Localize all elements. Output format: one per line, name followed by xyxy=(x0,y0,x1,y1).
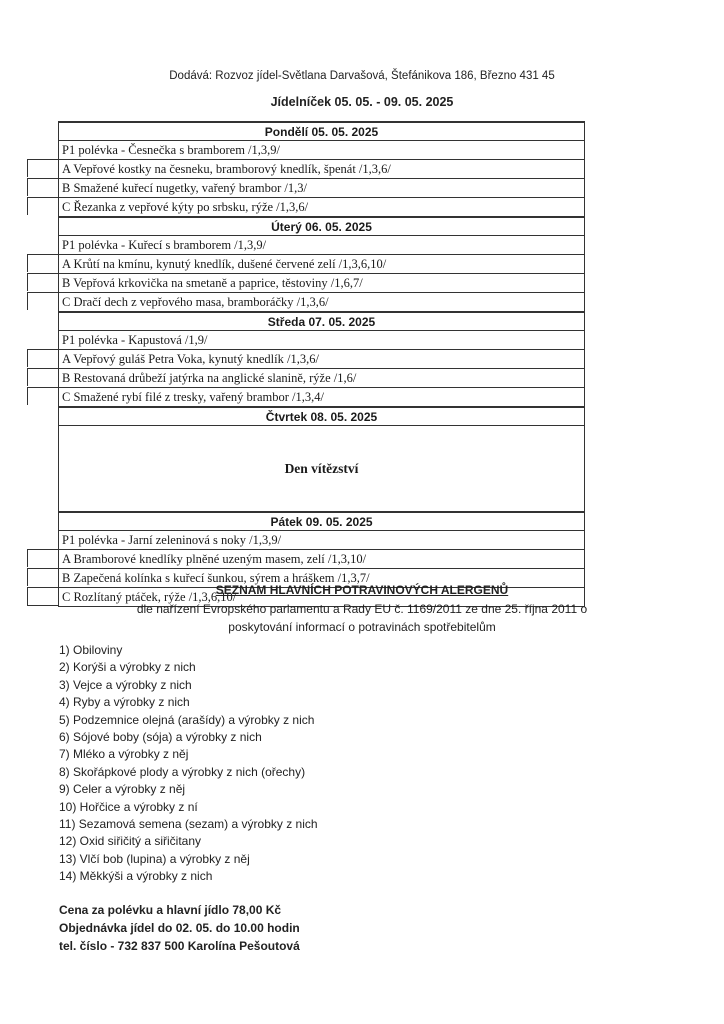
meal-label: C Rozlítaný ptáček, rýže /1,3,6,10/ xyxy=(58,587,585,607)
order-checkbox[interactable] xyxy=(27,292,59,310)
allergen-item: 4) Ryby a výrobky z nich xyxy=(59,695,190,710)
day-heading-monday xyxy=(27,121,584,140)
allergen-item: 5) Podzemnice olejná (arašídy) a výrobky z nich xyxy=(59,712,315,727)
allergen-item: 7) Mléko a výrobky z něj xyxy=(59,747,189,762)
soup-row xyxy=(27,530,584,549)
meal-row xyxy=(27,292,584,311)
allergen-item: 11) Sezamová semena (sezam) a výrobky z nich xyxy=(59,817,318,832)
order-checkbox[interactable] xyxy=(27,549,59,567)
day-heading-label: Pátek 09. 05. 2025 xyxy=(58,511,585,531)
order-checkbox[interactable] xyxy=(27,254,59,272)
holiday-row xyxy=(27,425,584,511)
meal-row xyxy=(27,159,584,178)
meal-row xyxy=(27,254,584,273)
day-heading-tuesday xyxy=(27,216,584,235)
menu-title: Jídelníček 05. 05. - 09. 05. 2025 xyxy=(270,95,454,109)
soup-label: P1 polévka - Kuřecí s bramborem /1,3,9/ xyxy=(58,235,585,254)
meal-label: C Řezanka z vepřové kýty po srbsku, rýže /1,3,6/ xyxy=(58,197,585,216)
day-heading-label: Úterý 06. 05. 2025 xyxy=(58,216,585,236)
meal-label: B Zapečená kolínka s kuřecí šunkou, sýrem a hráškem /1,3,7/ xyxy=(58,568,585,587)
order-checkbox[interactable] xyxy=(27,387,59,405)
allergen-item: 1) Obiloviny xyxy=(59,643,123,657)
soup-label: P1 polévka - Jarní zeleninová s noky /1,3,9/ xyxy=(58,530,585,549)
allergen-list xyxy=(59,642,318,886)
allergen-subtitle-line-1: dle nařízení Evropského parlamentu a Rady EU č. 1169/2011 ze dne 25. října 2011 o xyxy=(136,602,588,616)
allergen-subtitle xyxy=(0,600,724,636)
meal-row xyxy=(27,349,584,368)
meal-label: B Vepřová krkovička na smetaně a paprice, těstoviny /1,6,7/ xyxy=(58,273,585,292)
order-checkbox[interactable] xyxy=(27,273,59,291)
meal-label: C Smažené rybí filé z tresky, vařený brambor /1,3,4/ xyxy=(58,387,585,406)
order-checkbox[interactable] xyxy=(27,349,59,367)
allergen-subtitle-line-2: poskytování informací o potravinách spotřebitelům xyxy=(228,620,496,634)
allergen-title: SEZNAM HLAVNÍCH POTRAVINOVÝCH ALERGENŮ xyxy=(215,583,509,597)
meal-label: A Vepřové kostky na česneku, bramborový knedlík, špenát /1,3,6/ xyxy=(58,159,585,178)
allergen-item: 10) Hořčice a výrobky z ní xyxy=(59,799,198,814)
order-checkbox[interactable] xyxy=(27,197,59,215)
day-heading-label: Pondělí 05. 05. 2025 xyxy=(58,121,585,141)
meal-row xyxy=(27,273,584,292)
meal-row xyxy=(27,368,584,387)
meal-label: C Dračí dech z vepřového masa, bramboráčky /1,3,6/ xyxy=(58,292,585,311)
order-checkbox[interactable] xyxy=(27,159,59,177)
meal-label: A Krůtí na kmínu, kynutý knedlík, dušené červené zelí /1,3,6,10/ xyxy=(58,254,585,273)
meal-row xyxy=(27,178,584,197)
allergen-item: 8) Skořápkové plody a výrobky z nich (ořechy) xyxy=(59,764,306,779)
price-line: Cena za polévku a hlavní jídlo 78,00 Kč xyxy=(59,903,282,917)
supplier-line: Dodává: Rozvoz jídel-Světlana Darvašová, Štefánikova 186, Březno 431 45 xyxy=(169,70,555,82)
day-heading-label: Středa 07. 05. 2025 xyxy=(58,311,585,331)
meal-row xyxy=(27,387,584,406)
allergen-item: 12) Oxid siřičitý a siřičitany xyxy=(59,834,202,849)
soup-row xyxy=(27,140,584,159)
meal-label: B Restovaná drůbeží jatýrka na anglické slanině, rýže /1,6/ xyxy=(58,368,585,387)
order-deadline-line: Objednávka jídel do 02. 05. do 10.00 hodin xyxy=(59,921,300,935)
soup-row xyxy=(27,235,584,254)
weekly-menu-table xyxy=(27,121,584,606)
day-heading-wednesday xyxy=(27,311,584,330)
meal-label: B Smažené kuřecí nugetky, vařený brambor /1,3/ xyxy=(58,178,585,197)
soup-label: P1 polévka - Česnečka s bramborem /1,3,9/ xyxy=(58,140,585,159)
meal-row xyxy=(27,197,584,216)
allergen-item: 6) Sójové boby (sója) a výrobky z nich xyxy=(59,730,262,745)
allergen-item: 2) Korýši a výrobky z nich xyxy=(59,660,196,675)
meal-label: A Bramborové knedlíky plněné uzeným masem, zelí /1,3,10/ xyxy=(58,549,585,568)
day-heading-label: Čtvrtek 08. 05. 2025 xyxy=(58,406,585,426)
soup-row xyxy=(27,330,584,349)
phone-line: tel. číslo - 732 837 500 Karolína Pešoutová xyxy=(59,939,300,953)
holiday-label: Den vítězství xyxy=(58,425,585,512)
day-heading-friday xyxy=(27,511,584,530)
order-checkbox[interactable] xyxy=(27,368,59,386)
allergen-item: 3) Vejce a výrobky z nich xyxy=(59,677,192,692)
order-checkbox[interactable] xyxy=(27,178,59,196)
allergen-item: 14) Měkkýši a výrobky z nich xyxy=(59,869,213,884)
meal-label: A Vepřový guláš Petra Voka, kynutý knedlík /1,3,6/ xyxy=(58,349,585,368)
day-heading-thursday xyxy=(27,406,584,425)
soup-label: P1 polévka - Kapustová /1,9/ xyxy=(58,330,585,349)
order-info xyxy=(59,901,300,955)
allergen-item: 9) Celer a výrobky z něj xyxy=(59,782,186,797)
meal-row xyxy=(27,549,584,568)
allergen-item: 13) Vlčí bob (lupina) a výrobky z něj xyxy=(59,851,250,866)
